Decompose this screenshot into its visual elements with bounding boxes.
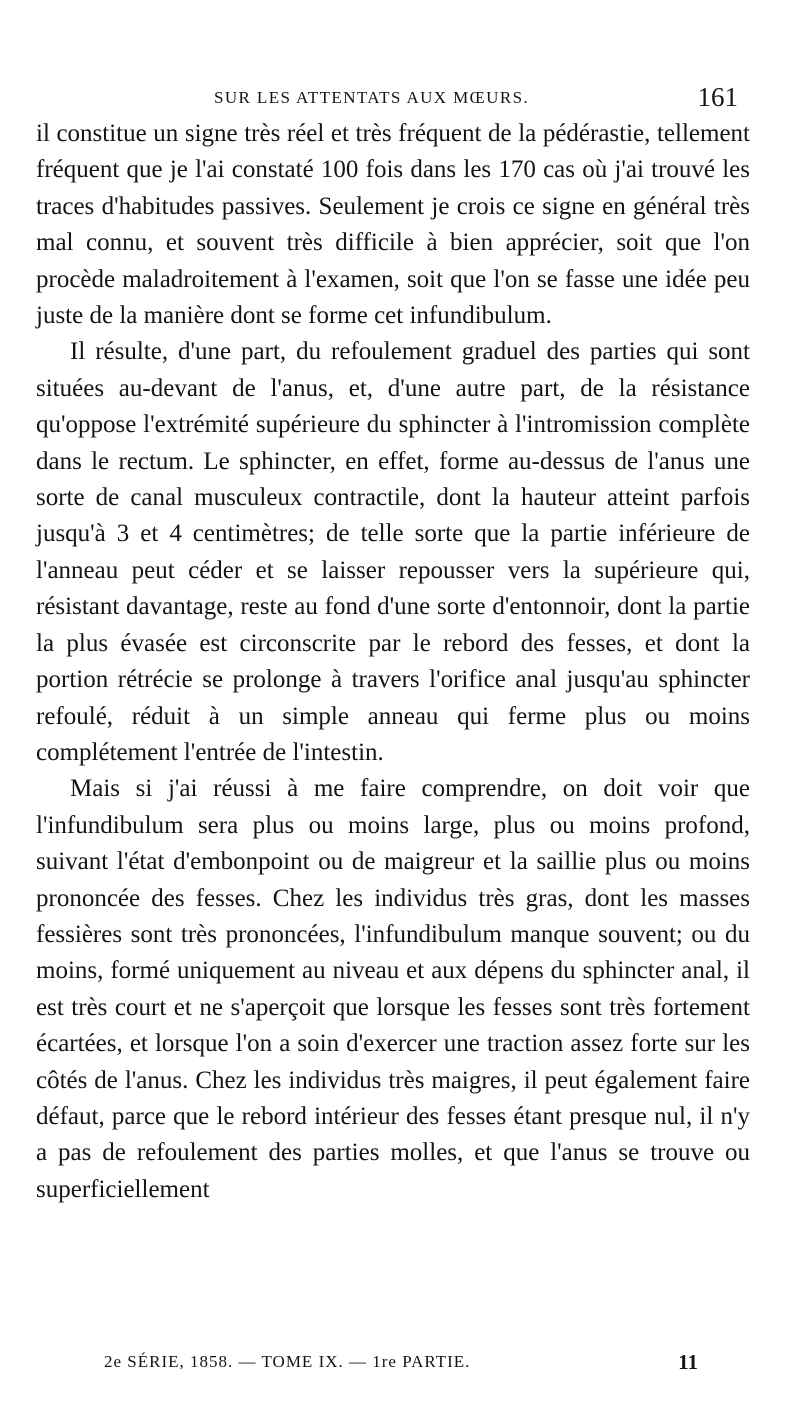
page-footer: [44, 1350, 744, 1380]
running-header: [44, 82, 744, 116]
signature-mark: 11: [678, 1350, 698, 1374]
body-text: [36, 116, 750, 1208]
running-title: SUR LES ATTENTATS AUX MŒURS.: [214, 88, 530, 107]
paragraph-1: il constitue un signe très réel et très fréquent de la pédérastie, tellement fréquent que je l'ai constaté 100 fois dans les 170 cas où j'ai trouvé les traces d'habitudes passives. Seulement je crois ce signe en général très mal connu, et souvent très difficile à bien apprécier, soit que l'on procède maladroitement à l'examen, soit que l'on se fasse une idée peu juste de la manière dont se forme cet infundibulum.: [36, 120, 750, 330]
printer-signature: 2e SÉRIE, 1858. — TOME IX. — 1re PARTIE.: [104, 1352, 471, 1371]
paragraph-3: Mais si j'ai réussi à me faire comprendre, on doit voir que l'infundibulum sera plus ou moins large, plus ou moins profond, suivant l'état d'embonpoint ou de maigreur et la saillie plus ou moins prononcée des fesses. Chez les individus très gras, dont les masses fessières sont très prononcées, l'infundibulum manque souvent; ou du moins, formé uniquement au niveau et aux dépens du sphincter anal, il est très court et ne s'aperçoit que lorsque les fesses sont très fortement écartées, et lorsque l'on a soin d'exercer une traction assez forte sur les côtés de l'anus. Chez les individus très maigres, il peut également faire défaut, parce que le rebord intérieur des fesses étant presque nul, il n'y a pas de refoulement des parties molles, et que l'anus se trouve ou superficiellement: [36, 775, 750, 1203]
page-number: 161: [697, 82, 738, 112]
paragraph-2: Il résulte, d'une part, du refoulement graduel des parties qui sont situées au-devant de l'anus, et, d'une autre part, de la résistance qu'oppose l'extrémité supérieure du sphincter à l'intromission complète dans le rectum. Le sphincter, en effet, forme au-dessus de l'anus une sorte de canal musculeux contractile, dont la hauteur atteint parfois jusqu'à 3 et 4 centimètres; de telle sorte que la partie inférieure de l'anneau peut céder et se laisser repousser vers la supérieure qui, résistant davantage, reste au fond d'une sorte d'entonnoir, dont la partie la plus évasée est circonscrite par le rebord des fesses, et dont la portion rétrécie se prolonge à travers l'orifice anal jusqu'au sphincter refoulé, réduit à un simple anneau qui ferme plus ou moins complétement l'entrée de l'intestin.: [36, 338, 750, 766]
